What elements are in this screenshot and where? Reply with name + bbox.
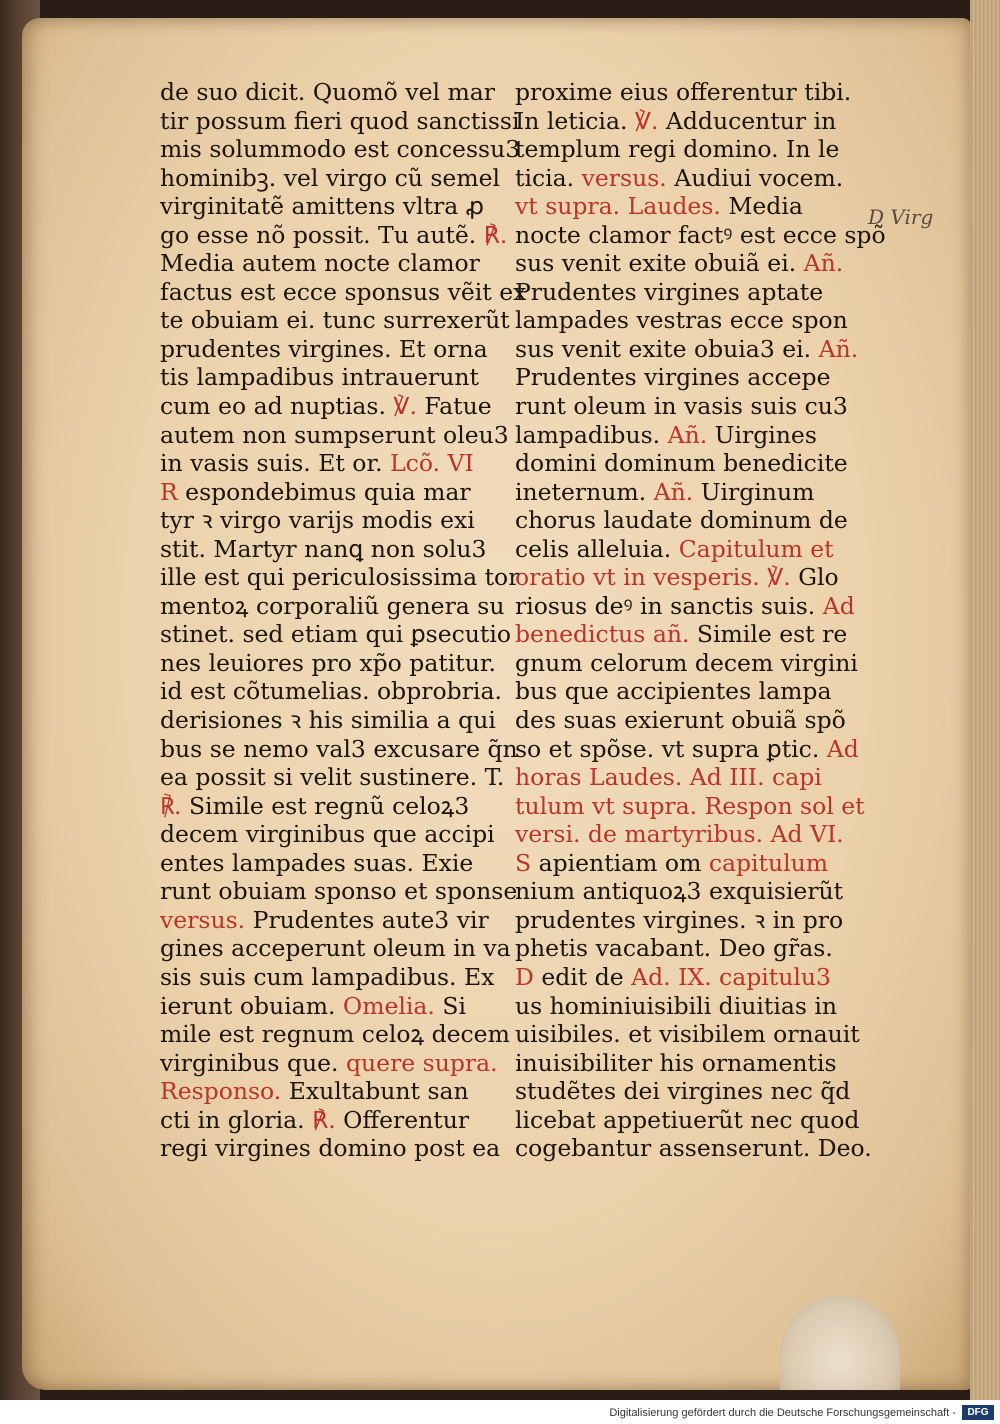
text-segment: phetis vacabant. Deo gr̃as.	[515, 934, 833, 963]
text-segment: us hominiuisibili diuitias in	[515, 991, 838, 1020]
text-line	[160, 706, 495, 735]
text-line	[160, 420, 509, 450]
text-segment: cogebantur assenserunt. Deo.	[515, 1134, 872, 1163]
text-segment: Media autem nocte clamor	[160, 249, 480, 278]
text-line	[515, 449, 860, 478]
text-line	[515, 192, 860, 221]
text-segment: uisibiles. et visibilem ornauit	[515, 1020, 860, 1049]
text-line	[160, 392, 495, 421]
rubric-text: ℣.	[634, 106, 659, 135]
text-line	[160, 249, 495, 278]
text-segment: templum regi domino. In le	[515, 135, 840, 164]
text-line	[160, 478, 495, 507]
text-line	[515, 535, 860, 564]
text-segment: riosus deꝰ in sanctis suis.	[515, 591, 823, 620]
text-line	[515, 135, 860, 164]
text-segment: Glo	[790, 563, 839, 592]
text-line	[160, 677, 502, 706]
text-line	[515, 306, 860, 335]
text-segment: nocte clamor factꝰ est ecce spõ	[515, 220, 886, 249]
text-segment: Prudentes virgines aptate	[515, 277, 824, 306]
text-segment: domini dominum benedicite	[515, 449, 848, 478]
text-segment: prudentes virgines. Et orna	[160, 334, 488, 363]
text-line	[515, 164, 860, 193]
text-segment: des suas exierunt obuiã spõ	[515, 706, 846, 735]
text-line	[160, 992, 495, 1021]
text-line	[515, 107, 860, 136]
text-line	[515, 506, 860, 535]
text-line	[160, 591, 505, 621]
rubric-text: Ad	[822, 591, 855, 620]
text-segment: sis suis cum lampadibus. Ex	[160, 962, 495, 991]
rubric-text: Lcõ. VI	[390, 449, 474, 478]
text-segment: ierunt obuiam.	[160, 991, 343, 1020]
text-segment: tyr ꝛ virgo varijs modis exi	[160, 506, 475, 535]
text-segment: ille est qui periculosissima tor	[160, 563, 520, 592]
text-line	[515, 992, 860, 1021]
text-segment: edit de	[533, 962, 632, 991]
rubric-text: ℣.	[393, 392, 417, 421]
text-segment: studẽtes dei virgines nec q̃d	[515, 1077, 851, 1106]
rubric-text: benedictus añ.	[515, 620, 690, 649]
text-line	[515, 363, 860, 392]
rubric-text: ℟.	[312, 1105, 336, 1134]
digitization-footer	[0, 1400, 1000, 1424]
rubric-text: vt supra. Laudes.	[515, 192, 721, 221]
text-segment: stinet. sed etiam qui ꝑsecutio	[160, 620, 512, 649]
text-line	[160, 620, 512, 649]
text-line	[160, 106, 520, 136]
text-segment: sus venit exite obuia3 ei.	[515, 334, 819, 363]
text-segment: Media	[720, 192, 803, 221]
text-line	[515, 1077, 860, 1106]
dfg-logo: DFG	[962, 1405, 994, 1420]
text-line	[515, 592, 860, 621]
text-segment: tir possum fieri quod sanctissi	[160, 106, 520, 135]
text-line	[515, 1134, 872, 1163]
text-segment: Audiui vocem.	[666, 163, 844, 192]
text-line	[160, 1134, 501, 1163]
text-line	[160, 820, 495, 849]
text-line	[515, 1049, 860, 1078]
text-line	[515, 620, 860, 649]
text-segment: hominibꝫ. vel virgo cũ semel	[160, 163, 501, 192]
text-line	[515, 877, 860, 906]
text-segment: mentoꝝ corporaliũ genera su	[160, 591, 505, 620]
text-line	[515, 706, 860, 735]
text-line	[515, 906, 860, 935]
text-segment: Prudentes aute3 vir	[245, 905, 489, 934]
text-segment: ineternum.	[515, 477, 654, 506]
text-line	[160, 535, 495, 564]
text-segment: virginitatẽ amittens vltra ꝓ	[160, 192, 484, 221]
text-segment: Adducentur in	[658, 106, 837, 135]
text-line	[515, 735, 860, 764]
rubric-text: oratio vt in vesperis. ℣.	[515, 563, 791, 592]
text-segment: Si	[434, 991, 466, 1020]
text-segment: cum eo ad nuptias.	[160, 392, 394, 421]
text-segment: Simile est re	[689, 620, 848, 649]
text-segment: Uirginum	[693, 477, 815, 506]
text-line	[515, 820, 860, 849]
text-line	[515, 421, 860, 450]
text-segment: espondebimus quia mar	[177, 477, 471, 506]
text-segment: Exultabunt san	[281, 1077, 469, 1106]
text-segment: prudentes virgines. ꝛ in pro	[515, 905, 844, 934]
text-line	[515, 335, 860, 364]
page-fore-edge	[970, 0, 1000, 1400]
rubric-text: Capitulum et	[678, 534, 834, 563]
text-line	[160, 906, 495, 935]
text-line	[515, 1106, 860, 1135]
text-line	[160, 306, 510, 335]
rubric-text: D	[515, 962, 534, 991]
text-segment: id est cõtumelias. obprobria.	[160, 677, 502, 706]
right-text-column	[515, 78, 886, 1163]
text-segment: sus venit exite obuiã ei.	[515, 249, 804, 278]
text-line	[515, 849, 860, 878]
rubric-text: R	[160, 477, 178, 506]
text-segment: in vasis suis. Et or.	[160, 449, 391, 478]
text-segment: gines acceperunt oleum in va	[160, 934, 511, 963]
text-segment: Fatue	[416, 392, 492, 421]
text-segment: te obuiam ei. tunc surrexerũt	[160, 306, 510, 335]
text-segment: licebat appetiuerũt nec quod	[515, 1105, 860, 1134]
rubric-text: ℟.	[160, 791, 182, 820]
text-line	[515, 791, 865, 821]
text-segment: celis alleluia.	[515, 534, 679, 563]
text-line	[515, 963, 860, 992]
text-line	[515, 478, 860, 507]
text-line	[160, 1077, 495, 1106]
rubric-text: Ad	[826, 734, 859, 763]
text-line	[160, 963, 495, 992]
text-segment: mile est regnum celoꝝ decem	[160, 1020, 510, 1049]
rubric-text: tulum vt supra. Respon sol et	[515, 791, 865, 820]
text-line	[160, 78, 495, 107]
text-line	[160, 449, 495, 478]
rubric-text: Añ.	[653, 477, 694, 506]
text-segment: Prudentes virgines accepe	[515, 363, 831, 392]
text-line	[160, 363, 495, 392]
text-line	[160, 934, 511, 963]
text-segment: tis lampadibus intrauerunt	[160, 363, 479, 392]
text-line	[160, 1020, 510, 1049]
text-segment: derisiones ꝛ his similia a qui	[160, 706, 496, 735]
rubric-text: S	[515, 848, 532, 877]
rubric-text: versus.	[581, 163, 667, 192]
text-line	[160, 220, 508, 250]
text-segment: ea possit si velit sustinere. T.	[160, 763, 505, 792]
text-segment: gnum celorum decem virgini	[515, 648, 858, 677]
text-line	[515, 392, 860, 421]
text-segment: inuisibiliter his ornamentis	[515, 1048, 837, 1077]
text-segment: apientiam om	[531, 848, 709, 877]
text-line	[515, 249, 860, 278]
text-line	[160, 763, 505, 792]
funding-credit: Digitalisierung gefördert durch die Deutsche Forschungsgemeinschaft -	[609, 1407, 956, 1419]
text-segment: ticia.	[515, 163, 582, 192]
text-segment: lampadibus.	[515, 420, 668, 449]
text-line	[160, 277, 527, 307]
rubric-text: Omelia.	[342, 991, 435, 1020]
text-segment: nium antiquoꝝ3 exquisierũt	[515, 877, 844, 906]
text-segment: runt oleum in vasis suis cu3	[515, 392, 848, 421]
rubric-text: Responso.	[160, 1077, 282, 1106]
rubric-text: versi. de martyribus. Ad VI.	[515, 820, 844, 849]
text-segment: bus se nemo val3 excusare q̃n	[160, 734, 518, 763]
text-line	[515, 649, 860, 678]
text-line	[160, 135, 521, 164]
text-line	[515, 78, 860, 107]
text-segment: In leticia.	[515, 106, 635, 135]
rubric-text: capitulum	[708, 848, 829, 877]
text-line	[160, 792, 495, 821]
text-segment: virginibus que.	[160, 1048, 346, 1077]
text-line	[515, 934, 860, 963]
text-line	[515, 763, 860, 792]
text-segment: decem virginibus que accipi	[160, 820, 495, 849]
text-segment: autem non sumpserunt oleu3	[160, 420, 509, 449]
text-line	[160, 734, 518, 764]
text-segment: Simile est regnũ celoꝝ3	[181, 791, 470, 820]
text-segment: lampades vestras ecce spon	[515, 306, 848, 335]
text-line	[160, 192, 495, 221]
text-segment: regi virgines domino post ea	[160, 1134, 501, 1163]
text-segment: runt obuiam sponso et sponse	[160, 877, 518, 906]
rubric-text: Añ.	[818, 334, 859, 363]
text-segment: Offerentur	[335, 1105, 470, 1134]
text-segment: factus est ecce sponsus vẽit ex	[160, 277, 527, 306]
text-segment: mis solummodo est concessu3	[160, 135, 521, 164]
rubric-text: Ad. IX. capitulu3	[631, 962, 831, 991]
text-line	[515, 1020, 860, 1049]
text-segment: bus que accipientes lampa	[515, 677, 832, 706]
margin-annotation: D Virg	[868, 205, 934, 229]
rubric-text: Añ.	[803, 249, 844, 278]
text-line	[160, 649, 495, 678]
rubric-text: versus.	[160, 905, 246, 934]
text-line	[515, 278, 860, 307]
text-line	[160, 335, 495, 364]
rubric-text: ℟.	[483, 220, 508, 249]
text-line	[515, 563, 860, 592]
text-line	[160, 849, 495, 878]
text-line	[160, 877, 518, 906]
text-segment: go esse nõ possit. Tu autẽ.	[160, 220, 484, 249]
left-text-column	[160, 78, 527, 1163]
text-line	[515, 677, 860, 706]
text-segment: de suo dicit. Quomõ vel mar	[160, 78, 496, 106]
text-line	[160, 163, 501, 193]
rubric-text: quere supra.	[345, 1048, 498, 1077]
text-line	[160, 563, 520, 592]
rubric-text: horas Laudes. Ad III. capi	[515, 763, 822, 792]
text-segment: entes lampades suas. Exie	[160, 848, 474, 877]
text-segment: nes leuiores pro xp̃o patitur.	[160, 648, 496, 677]
text-segment: so et spõse. vt supra ꝑtic.	[515, 734, 827, 763]
text-line	[515, 220, 886, 250]
text-line	[160, 506, 495, 535]
text-segment: Uirgines	[707, 420, 817, 449]
text-segment: chorus laudate dominum de	[515, 506, 848, 535]
rubric-text: Añ.	[667, 420, 708, 449]
text-line	[160, 1106, 495, 1135]
text-line	[160, 1048, 498, 1078]
text-segment: stit. Martyr nanꝗ non solu3	[160, 534, 487, 563]
text-segment: proxime eius offerentur tibi.	[515, 78, 852, 106]
text-segment: cti in gloria.	[160, 1105, 313, 1134]
